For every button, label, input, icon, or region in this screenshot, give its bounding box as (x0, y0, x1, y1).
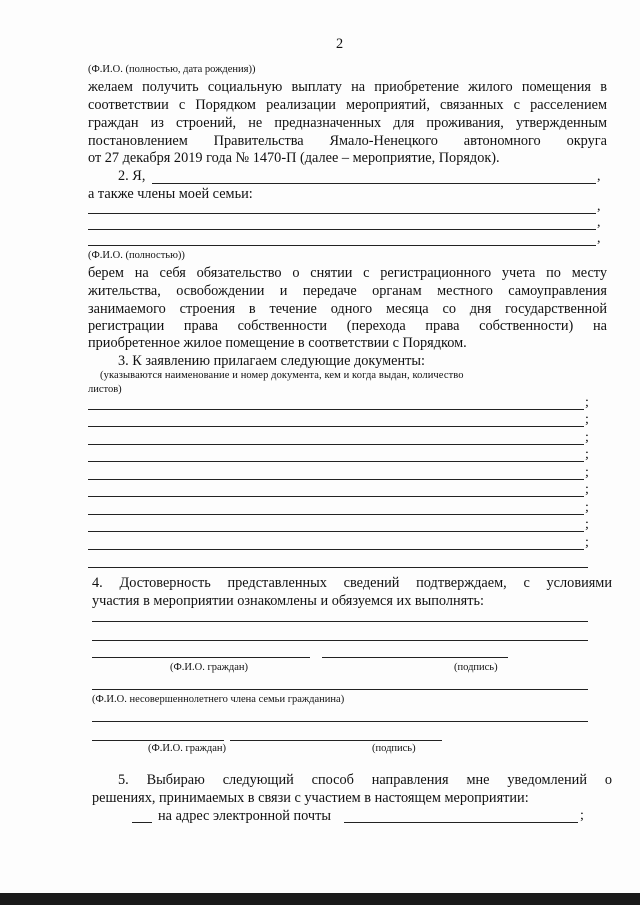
item5-line-2: решениях, принимаемых в связи с участием в настоящем мероприятии: (92, 790, 529, 806)
signature-line[interactable] (230, 740, 442, 741)
email-option-checkbox-line[interactable] (132, 822, 152, 823)
fio-dob-caption: (Ф.И.О. (полностью, дата рождения)) (88, 64, 256, 75)
family-members-label: а также члены моей семьи: (88, 186, 253, 202)
para2-line-4: регистрации права собственности (перехода права собственности) на (88, 318, 607, 334)
item4-line-1: 4. Достоверность представленных сведений подтверждаем, с условиями (92, 575, 612, 591)
para2-line-1: берем на себя обязательство о снятии с регистрационного учета по месту (88, 265, 607, 281)
document-entry-line[interactable] (88, 461, 584, 462)
fio-citizens-caption: (Ф.И.О. граждан) (148, 743, 227, 754)
docs-caption: (указываются наименование и номер документа, кем и когда выдан, количество (100, 370, 464, 381)
page-number: 2 (336, 36, 344, 52)
family-member-line[interactable] (88, 229, 596, 230)
item3-heading: 3. К заявлению прилагаем следующие документы: (118, 353, 425, 369)
item4-line-2: участия в мероприятии ознакомлены и обязуемся их выполнять: (92, 593, 484, 609)
citizens-name-line[interactable] (92, 740, 224, 741)
document-entry-line[interactable] (88, 444, 584, 445)
signature-line[interactable] (322, 657, 508, 658)
document-entry-line[interactable] (88, 426, 584, 427)
line-semicolon: ; (580, 808, 584, 823)
para2-line-2: жительства, освобождении и передаче органам местного самоуправления (88, 283, 607, 299)
line-semicolon: ; (585, 465, 589, 480)
document-entry-line[interactable] (88, 531, 584, 532)
document-entry-line[interactable] (88, 514, 584, 515)
para2-line-5: приобретенное жилое помещение в соответствии с Порядком. (88, 335, 467, 351)
para1-line-1: желаем получить социальную выплату на приобретение жилого помещения в (88, 79, 607, 95)
para1-line-3: граждан из строений, не предназначенных для проживания, утвержденным (88, 115, 607, 131)
para1-line-4: постановлением Правительства Ямало-Ненецкого автономного округа (88, 133, 607, 149)
document-entry-line[interactable] (88, 567, 588, 568)
family-member-line[interactable] (88, 245, 596, 246)
line-comma: , (597, 231, 601, 246)
document-entry-line[interactable] (88, 479, 584, 480)
fio-full-caption: (Ф.И.О. (полностью)) (88, 250, 185, 261)
minor-member-line[interactable] (92, 689, 588, 690)
line-semicolon: ; (585, 517, 589, 532)
family-member-line[interactable] (88, 213, 596, 214)
item5-line-1: 5. Выбираю следующий способ направления мне уведомлений о (118, 772, 612, 788)
para1-line-5: от 27 декабря 2019 года № 1470-П (далее – мероприятие, Порядок). (88, 150, 500, 166)
item2-prefix: 2. Я, (118, 168, 146, 184)
document-entry-line[interactable] (88, 549, 584, 550)
line-semicolon: ; (585, 500, 589, 515)
signature-caption: (подпись) (372, 743, 416, 754)
email-address-line[interactable] (344, 822, 578, 823)
para1-line-2: соответствии с Порядком реализации мероприятий, связанных с расселением (88, 97, 607, 113)
signature-line[interactable] (92, 621, 588, 622)
signature-caption: (подпись) (454, 662, 498, 673)
para2-line-3: занимаемого строения в течение одного месяца со дня государственной (88, 301, 607, 317)
line-semicolon: ; (585, 482, 589, 497)
line-semicolon: ; (585, 412, 589, 427)
document-entry-line[interactable] (88, 409, 584, 410)
docs-caption-cont: листов) (88, 384, 122, 395)
line-semicolon: ; (585, 395, 589, 410)
fio-citizens-caption: (Ф.И.О. граждан) (170, 662, 249, 673)
line-comma: , (597, 215, 601, 230)
line-comma: , (597, 169, 601, 184)
citizens-name-line[interactable] (92, 657, 310, 658)
signature-line[interactable] (92, 640, 588, 641)
document-entry-line[interactable] (88, 496, 584, 497)
applicant-name-line[interactable] (152, 183, 596, 184)
minor-member-caption: (Ф.И.О. несовершеннолетнего члена семьи гражданина) (92, 694, 345, 705)
email-option-label: на адрес электронной почты (158, 808, 331, 824)
line-semicolon: ; (585, 430, 589, 445)
line-semicolon: ; (585, 447, 589, 462)
line-comma: , (597, 199, 601, 214)
signature-line[interactable] (92, 721, 588, 722)
scan-edge-bar (0, 893, 640, 905)
line-semicolon: ; (585, 535, 589, 550)
